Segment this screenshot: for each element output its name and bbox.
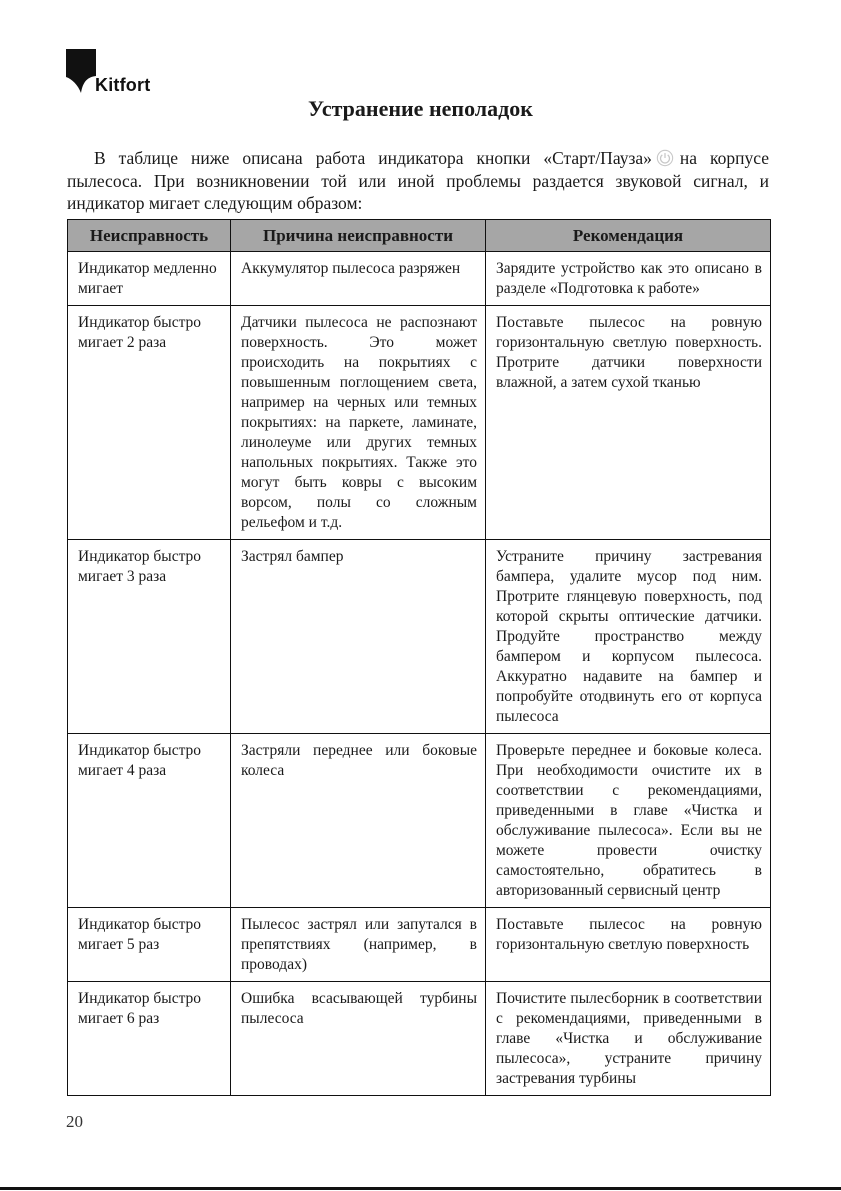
table-row bbox=[68, 908, 771, 982]
table-row bbox=[68, 734, 771, 908]
table-row bbox=[68, 982, 771, 1096]
header-recommendation: Рекомендация bbox=[486, 220, 771, 252]
intro-text-start: В таблице ниже описана работа индикатора кнопки «Старт/Пауза» bbox=[94, 148, 652, 168]
recommendation-cell: Проверьте переднее и боковые колеса. При необходимости очистите их в соответствии с рекомендациями, приведенными в главе «Чистка и обслуживание пылесоса». Если вы не можете провести очистку самостоятельно, обратитесь в авторизованный сервисный центр bbox=[486, 734, 771, 908]
kitfort-logo-mark-icon bbox=[66, 49, 96, 95]
brand-name: Kitfort bbox=[95, 75, 151, 95]
cause-cell: Ошибка всасывающей турбины пылесоса bbox=[231, 982, 486, 1096]
cause-cell: Застряли переднее или боковые колеса bbox=[231, 734, 486, 908]
table-row bbox=[68, 252, 771, 306]
fault-cell: Индикатор быстро мигает 5 раз bbox=[68, 908, 231, 982]
fault-cell: Индикатор быстро мигает 6 раз bbox=[68, 982, 231, 1096]
recommendation-cell: Почистите пылесборник в соответствии с рекомендациями, приведенными в главе «Чистка и обслуживание пылесоса», устраните причину застревания турбины bbox=[486, 982, 771, 1096]
intro-text-end: на корпусе пылесоса. При возникновении той или иной проблемы раздается звуковой сигнал, и индикатор мигает следующим образом: bbox=[67, 148, 769, 213]
recommendation-cell: Устраните причину застревания бампера, удалите мусор под ним. Протрите глянцевую поверхность, под которой скрыты оптические датчики. Продуйте пространство между бампером и корпусом пылесоса. Аккуратно надавите на бампер и попробуйте отодвинуть его от корпуса пылесоса bbox=[486, 540, 771, 734]
troubleshooting-table bbox=[67, 219, 771, 1096]
header-cause: Причина неисправности bbox=[231, 220, 486, 252]
table-header-row bbox=[68, 220, 771, 252]
kitfort-logo bbox=[66, 49, 176, 95]
page-title: Устранение неполадок bbox=[308, 96, 533, 121]
fault-cell: Индикатор быстро мигает 3 раза bbox=[68, 540, 231, 734]
recommendation-cell: Поставьте пылесос на ровную горизонтальную светлую поверхность. Протрите датчики поверхности влажной, а затем сухой тканью bbox=[486, 306, 771, 540]
fault-cell: Индикатор медленно мигает bbox=[68, 252, 231, 306]
table-row bbox=[68, 540, 771, 734]
cause-cell: Датчики пылесоса не распознают поверхность. Это может происходить на покрытиях с повышенным поглощением света, например на черных или темных покрытиях: на паркете, ламинате, линолеуме или других темных напольных покрытиях. Также это могут быть ковры с высоким ворсом, полы со сложным рельефом и т.д. bbox=[231, 306, 486, 540]
fault-cell: Индикатор быстро мигает 2 раза bbox=[68, 306, 231, 540]
page-number: 20 bbox=[66, 1112, 83, 1131]
intro-paragraph bbox=[67, 147, 769, 215]
header-fault: Неисправность bbox=[68, 220, 231, 252]
cause-cell: Пылесос застрял или запутался в препятствиях (например, в проводах) bbox=[231, 908, 486, 982]
cause-cell: Аккумулятор пылесоса разряжен bbox=[231, 252, 486, 306]
power-icon bbox=[656, 149, 674, 167]
fault-cell: Индикатор быстро мигает 4 раза bbox=[68, 734, 231, 908]
table-row bbox=[68, 306, 771, 540]
recommendation-cell: Поставьте пылесос на ровную горизонтальную светлую поверхность bbox=[486, 908, 771, 982]
cause-cell: Застрял бампер bbox=[231, 540, 486, 734]
bottom-divider bbox=[0, 1187, 841, 1190]
recommendation-cell: Зарядите устройство как это описано в разделе «Подготовка к работе» bbox=[486, 252, 771, 306]
